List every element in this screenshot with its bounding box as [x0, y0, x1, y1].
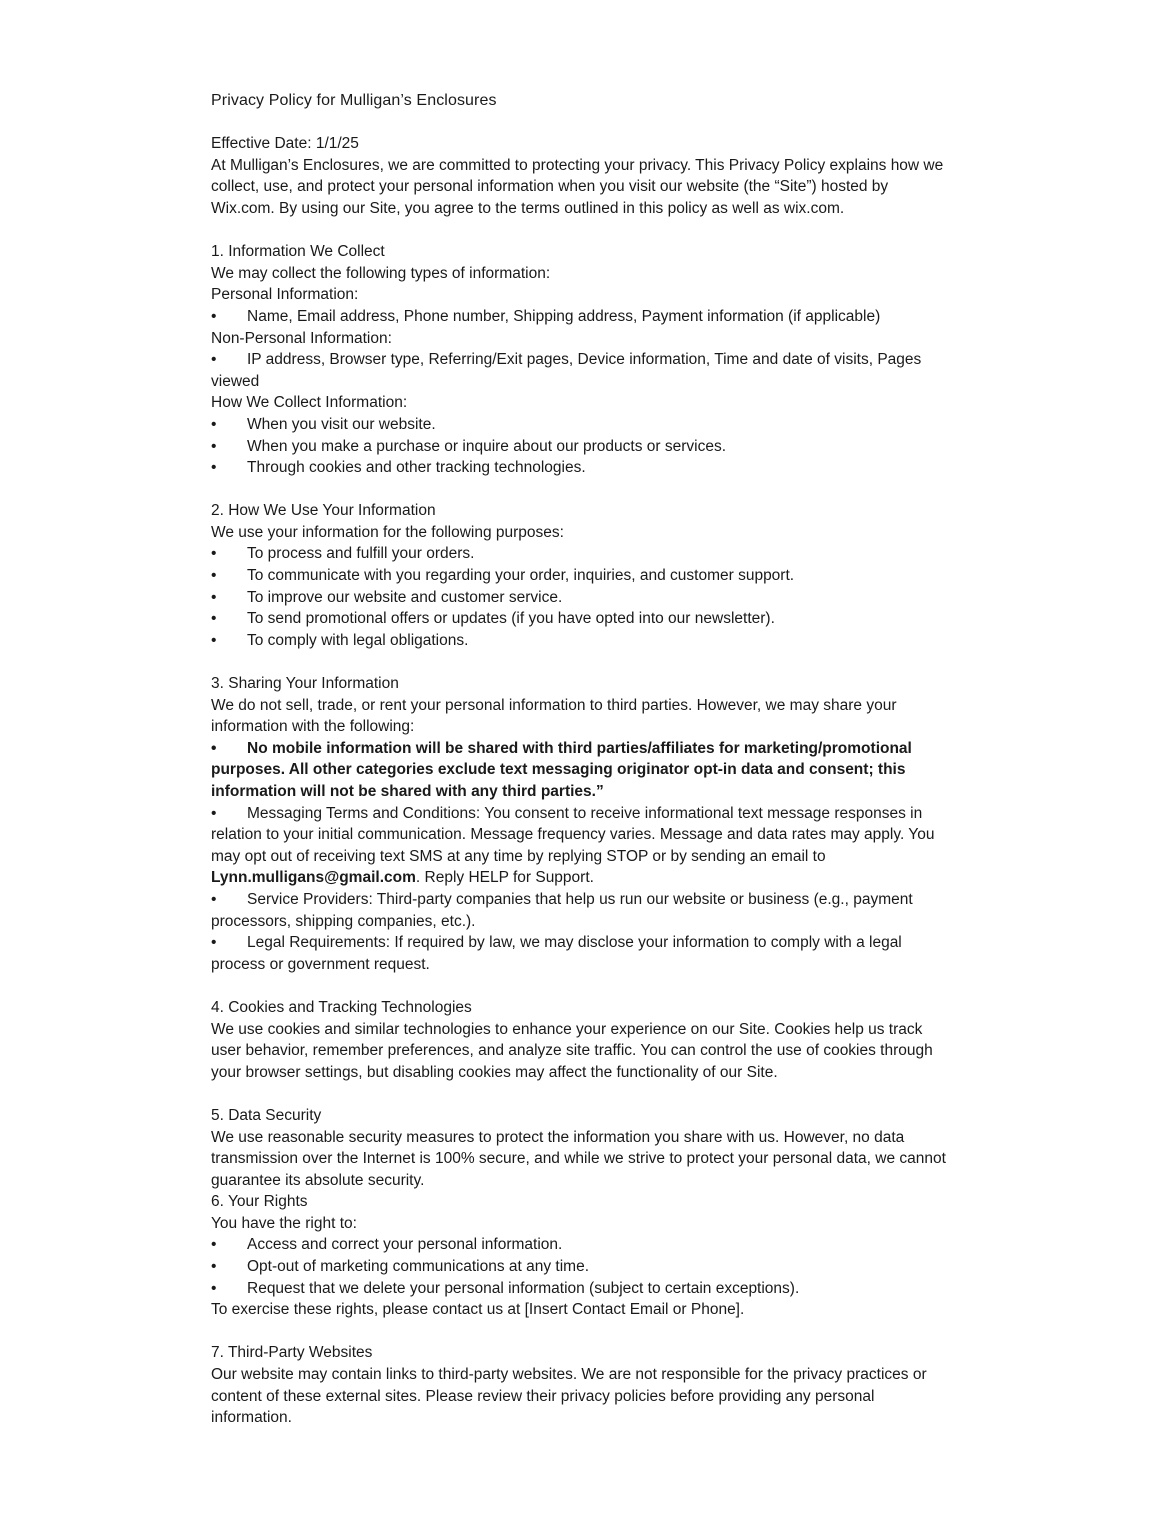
personal-info-label: Personal Information: [211, 286, 359, 304]
section-3-heading: 3. Sharing Your Information [211, 675, 399, 693]
contact-email-link[interactable]: Lynn.mulligans@gmail.com [211, 869, 416, 887]
section-6-heading: 6. Your Rights [211, 1193, 308, 1211]
non-personal-info-label: Non-Personal Information: [211, 329, 392, 347]
section-4-heading: 4. Cookies and Tracking Technologies [211, 998, 472, 1016]
bullet-icon: • [211, 545, 217, 563]
list-item: • Request that we delete your personal information (subject to certain exceptions). [211, 1278, 956, 1300]
intro-paragraph: At Mulligan’s Enclosures, we are committed to protecting your privacy. This Privacy Policy explains how we collect, use, and protect your personal information when you visit our website (the “Site”) hosted by Wix.com. By using our Site, you agree to the terms outlined in this policy as well as wix.com. [211, 156, 944, 217]
how-collect-label: How We Collect Information: [211, 394, 408, 412]
list-item: • To process and fulfill your orders. [211, 543, 956, 565]
section-5-body: We use reasonable security measures to protect the information you share with us. However, no data transmission over the Internet is 100% secure, and while we strive to protect your personal data, we cannot guarantee its absolute security. [211, 1128, 946, 1189]
list-item: • Name, Email address, Phone number, Shipping address, Payment information (if applicable) [211, 306, 956, 328]
effective-date: Effective Date: 1/1/25 [211, 135, 359, 153]
bullet-icon: • [211, 804, 217, 822]
mobile-info-statement: • No mobile information will be shared with third parties/affiliates for marketing/promotional purposes. All other categories exclude text messaging originator opt-in data and consent; this information will not be shared with any third parties.” [211, 739, 912, 800]
list-item: • Service Providers: Third-party companies that help us run our website or business (e.g., payment processors, shipping companies, etc.). [211, 890, 913, 930]
section-7-heading: 7. Third-Party Websites [211, 1344, 373, 1362]
bullet-icon: • [211, 631, 217, 649]
bullet-icon: • [211, 1236, 217, 1254]
section-3-lead: We do not sell, trade, or rent your personal information to third parties. However, we may share your information with the following: [211, 696, 897, 736]
bullet-icon: • [211, 567, 217, 585]
list-item: • To communicate with you regarding your order, inquiries, and customer support. [211, 565, 956, 587]
bullet-icon: • [211, 307, 217, 325]
bullet-icon: • [211, 610, 217, 628]
page-title: Privacy Policy for Mulligan’s Enclosures [211, 92, 497, 109]
list-item: • Through cookies and other tracking technologies. [211, 457, 956, 479]
section-6-footer: To exercise these rights, please contact us at [Insert Contact Email or Phone]. [211, 1301, 745, 1319]
bullet-icon: • [211, 588, 217, 606]
list-item: • To send promotional offers or updates (if you have opted into our newsletter). [211, 608, 956, 630]
bullet-icon: • [211, 437, 217, 455]
list-item: • Legal Requirements: If required by law, we may disclose your information to comply with a legal process or government request. [211, 934, 902, 973]
section-7-body: Our website may contain links to third-party websites. We are not responsible for the privacy practices or content of these external sites. Please review their privacy policies before providing any personal information. [211, 1366, 927, 1427]
bullet-icon: • [211, 351, 217, 369]
section-1-heading: 1. Information We Collect [211, 243, 385, 261]
section-2-lead: We use your information for the following purposes: [211, 523, 564, 541]
section-1-lead: We may collect the following types of information: [211, 264, 551, 282]
messaging-terms-item: • Messaging Terms and Conditions: You consent to receive informational text message responses in relation to your initial communication. Message frequency varies. Message and data rates may apply. You may opt out of receiving text SMS at any time by replying STOP or by sending an email to Lynn.mulligans@gmail.com. Reply HELP for Support. [211, 804, 935, 887]
policy-content [211, 90, 956, 1429]
bullet-icon: • [211, 934, 217, 952]
bullet-icon: • [211, 459, 217, 477]
bullet-icon: • [211, 1279, 217, 1297]
list-item: • To comply with legal obligations. [211, 630, 956, 652]
list-item: • When you make a purchase or inquire about our products or services. [211, 436, 956, 458]
section-4-body: We use cookies and similar technologies to enhance your experience on our Site. Cookies help us track user behavior, remember preferences, and analyze site traffic. You can control the use of cookies through your browser settings, but disabling cookies may affect the functionality of our Site. [211, 1020, 933, 1081]
list-item: • Access and correct your personal information. [211, 1234, 956, 1256]
list-item: • When you visit our website. [211, 414, 956, 436]
list-item: • IP address, Browser type, Referring/Exit pages, Device information, Time and date of visits, Pages viewed [211, 351, 922, 390]
list-item: • To improve our website and customer service. [211, 587, 956, 609]
bullet-icon: • [211, 890, 217, 908]
list-item: • Opt-out of marketing communications at any time. [211, 1256, 956, 1278]
section-5-heading: 5. Data Security [211, 1106, 322, 1124]
bullet-icon: • [211, 739, 217, 757]
bullet-icon: • [211, 1258, 217, 1276]
bullet-icon: • [211, 415, 217, 433]
section-6-lead: You have the right to: [211, 1214, 357, 1232]
section-2-heading: 2. How We Use Your Information [211, 502, 436, 520]
